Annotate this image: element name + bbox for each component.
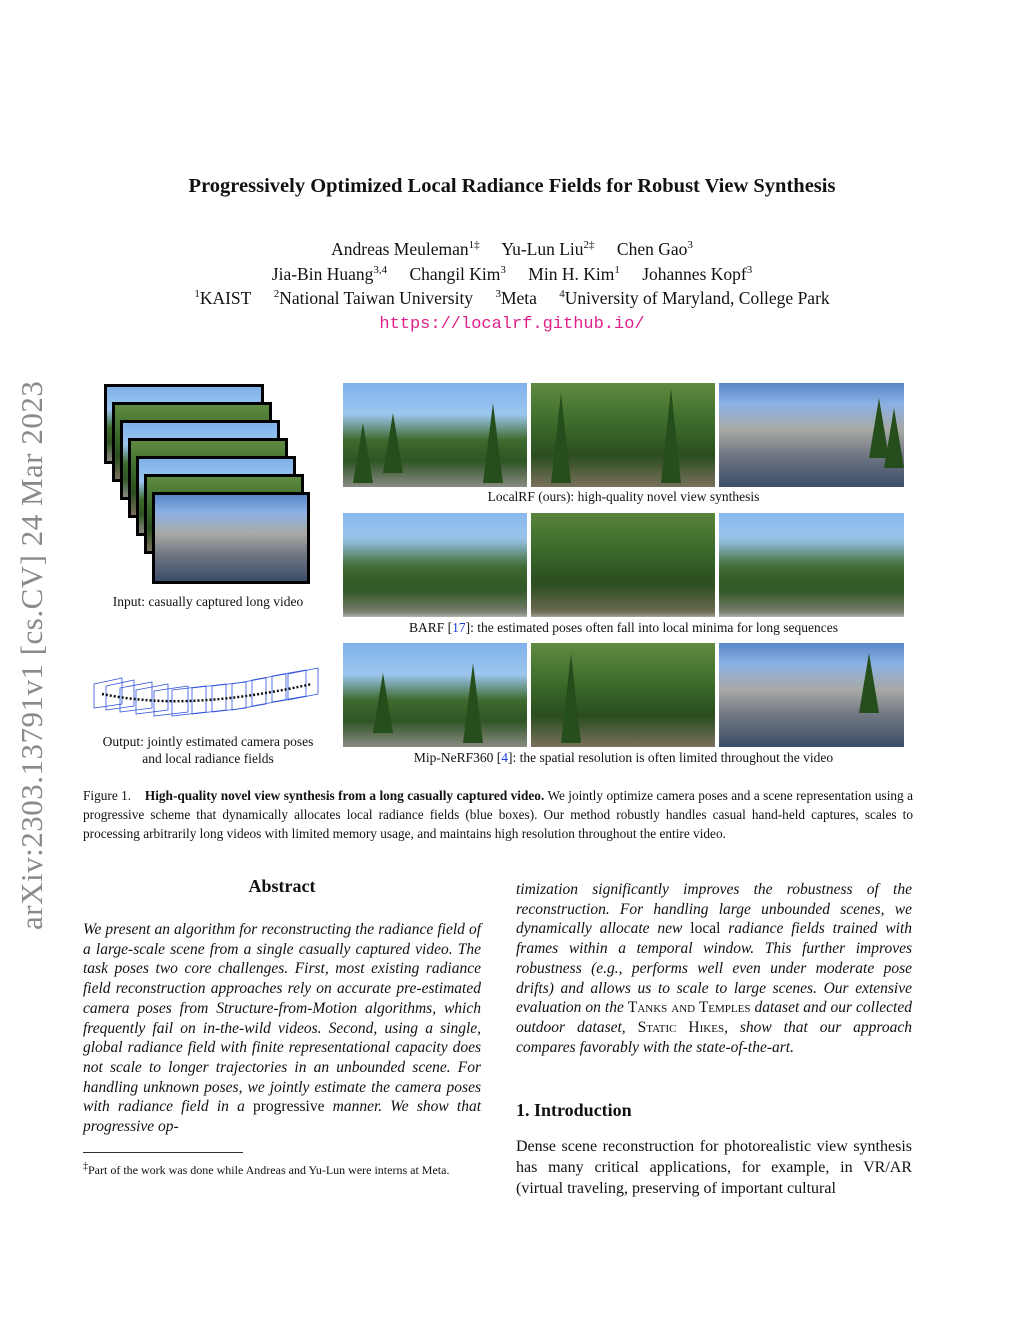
affiliations [0,288,1024,309]
arxiv-stamp: arXiv:2303.13791v1 [cs.CV] 24 Mar 2023 [14,380,49,930]
footnote-divider [83,1152,243,1153]
abstract-p2-mid: radiance fields trained with frames within a temporal window. This further improves robustness (e.g., performs well even under moderate pose drifts) and allows us to scale to large scenes. Our extensive evaluation on the [516,920,913,1017]
citation-link-17[interactable]: 17 [452,620,466,635]
affil-3: Meta [500,288,537,308]
abstract-p2-tail: , show that our approach compares favorably with the state-of-the-art. [516,1018,913,1056]
footnote-text: Part of the work was done while Andreas and Yu-Lun were interns at Meta. [88,1163,450,1177]
affil-4: University of Maryland, College Park [564,288,830,308]
barf-result-image [343,513,527,617]
abstract-p2-head: timization significantly improves the robustness of the reconstruction. For handling large unbounded scenes, we dynamically allocate new [516,881,912,938]
author-3-sup: 3 [687,239,693,252]
localrf-result-image [719,383,904,487]
figure-caption [83,786,913,843]
camera-trajectory-diagram [92,664,322,724]
paper-title: Progressively Optimized Local Radiance Fields for Robust View Synthesis [188,175,836,197]
output-caption-line-2: and local radiance fields [142,751,274,766]
input-caption: Input: casually captured long video [112,594,304,609]
author-5: Changil Kim [409,264,501,284]
figure-caption-bold: High-quality novel view synthesis from a long casually captured video. [144,788,545,803]
citation-link-4[interactable]: 4 [501,750,509,765]
author-2-sup: 2‡ [583,239,595,252]
mipnerf-result-image [343,643,527,747]
author-6: Min H. Kim [528,264,615,284]
barf-caption-post: ]: the estimated poses often fall into local minima for long sequences [465,620,838,635]
barf-caption-pre: BARF [ [409,620,453,635]
localrf-result-image [531,383,715,487]
author-5-sup: 3 [500,264,506,277]
author-7-sup: 3 [746,264,753,277]
barf-caption [343,620,904,636]
affil-2-sup: 2 [273,288,280,301]
affil-4-sup: 4 [559,288,565,301]
author-4-sup: 3,4 [373,264,388,277]
mipnerf-caption-pre: Mip-NeRF360 [ [413,750,502,765]
abstract-p2-mid2: dataset and our collected outdoor dataset, [516,999,912,1036]
author-4: Jia-Bin Huang [271,264,374,284]
mipnerf-caption [343,750,904,766]
dataset-name-static-hikes: Static Hikes [637,1018,725,1036]
figure-label: Figure 1. [83,788,132,803]
figure-caption-rest: We jointly optimize camera poses and a scene representation using a progressive scheme that dynamically allocates local radiance fields (blue boxes). Our method robustly handles casual hand-held captures, scales to processing arbitrarily long videos with limited memory usage, and maintains high resolution throughout the entire video. [83,788,914,841]
mipnerf-result-image [531,643,715,747]
author-1: Andreas Meuleman [331,239,469,259]
abstract-progressive-word: progressive [253,1098,325,1116]
affil-1: KAIST [199,288,252,308]
barf-result-image [719,513,904,617]
abstract-body [83,920,481,1137]
project-url-link[interactable]: https://localrf.github.io/ [379,315,645,334]
author-7: Johannes Kopf [642,264,747,284]
abstract-body-cont [516,880,912,1057]
abstract-p1: We present an algorithm for reconstructing the radiance field of a large-scale scene from a single casually captured video. The task poses two core challenges. First, most existing radiance field reconstruction approaches rely on accurate pre-estimated camera poses from Structure-from-Motion algorithms, which frequently fail on in-the-wild videos. Second, using a single, global radiance field with finite representational capacity does not scale to longer trajectories in an unbounded scene. For handling unknown poses, we jointly estimate the camera poses with radiance field in a [83,921,481,1116]
author-2: Yu-Lun Liu [501,239,584,259]
author-1-sup: 1‡ [468,239,480,252]
abstract-heading: Abstract [248,876,316,896]
mipnerf-result-image [719,643,904,747]
intro-heading: 1. Introduction [516,1100,632,1120]
intro-body: Dense scene reconstruction for photorealistic view synthesis has many critical applications, for example, in VR/AR (virtual traveling, preserving of important cultural [516,1138,912,1197]
author-3: Chen Gao [616,239,688,259]
dataset-name-tanks: Tanks and Temples [627,999,751,1017]
author-line-1 [0,239,1024,260]
affil-1-sup: 1 [194,288,200,301]
abstract-local-word: local [690,920,721,938]
input-frame [152,492,310,584]
localrf-result-image [343,383,527,487]
author-6-sup: 1 [614,264,620,277]
output-caption-line-1: Output: jointly estimated camera poses [102,734,314,749]
localrf-caption: LocalRF (ours): high-quality novel view synthesis [487,489,760,504]
abstract-p1-tail: manner. We show that progressive op- [83,1098,481,1136]
barf-result-image [531,513,715,617]
author-line-2 [0,264,1024,285]
mipnerf-caption-post: ]: the spatial resolution is often limited throughout the video [508,750,834,765]
footnote [83,1158,483,1179]
footnote-mark: ‡ [83,1161,88,1172]
affil-2: National Taiwan University [279,288,474,308]
affil-3-sup: 3 [495,288,501,301]
